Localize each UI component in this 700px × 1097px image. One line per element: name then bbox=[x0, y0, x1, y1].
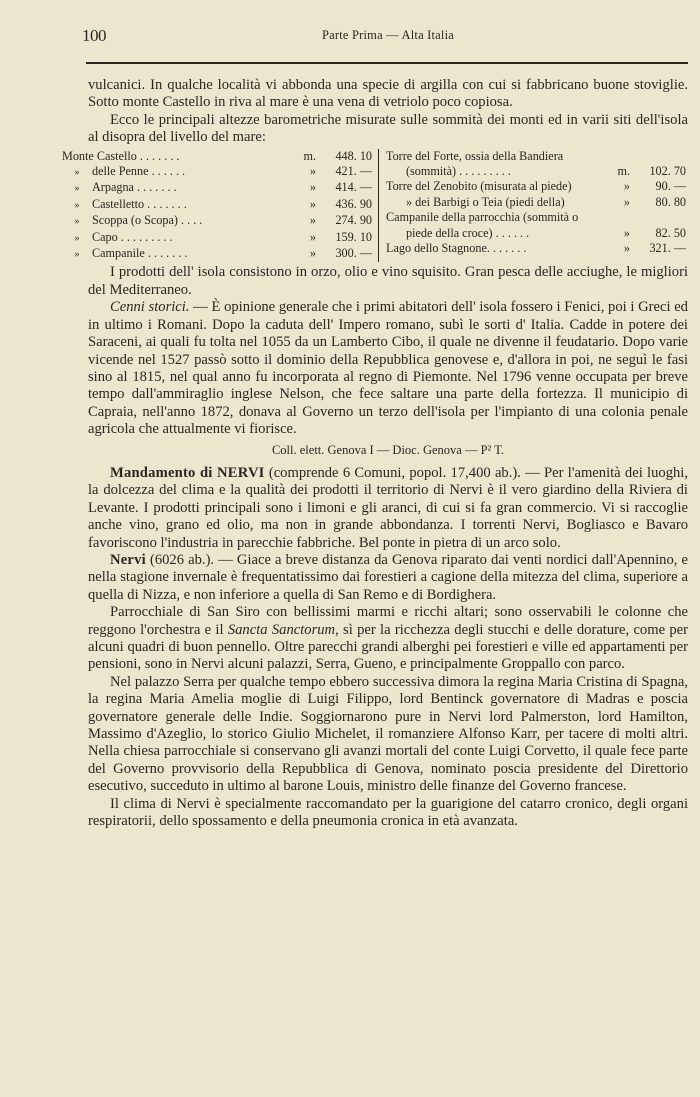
altitude-unit: » bbox=[623, 179, 630, 194]
altitude-value: 436. 90 bbox=[335, 196, 372, 211]
altitude-unit: » bbox=[623, 194, 630, 209]
colleges-line: Coll. elett. Genova I — Dioc. Genova — P² T. bbox=[271, 442, 505, 457]
altitude-name: » Capo . . . . . . . . . bbox=[74, 229, 173, 244]
page-number: 100 bbox=[82, 26, 106, 45]
table-row bbox=[386, 149, 686, 164]
altitude-name: Torre del Forte, ossia della Bandiera bbox=[386, 148, 564, 163]
paragraph-cenni-storici: Cenni storici. — È opinione generale che i primi abitatori dell' isola fossero i Fenici, poi i Greci ed in ultimo i Romani. Dopo la caduta dell' Impero romano, subì le sorti d' Italia. Cadde in potere dei Saraceni, ai quali fu tolta nel 1055 da un Lamberto Cibo, il quale ne divenne il feudatario. Dopo varie vicende nel 1527 passò sotto il dominio della Repubblica genovese e, d'allora in poi, ne seguì le fasi sino al 1815, nel qual anno fu incorporata al regno di Piemonte. Nel 1796 venne occupata per breve tempo dall'ammiraglio inglese Nelson, che fece saltare una parte della fortezza. Il municipio di Capraia, nell'anno 1872, donava al Governo un terzo dell'isola per l'impianto di una colonia penale agricola che attualmente vi fiorisce. bbox=[88, 299, 688, 438]
altitude-table bbox=[62, 149, 688, 263]
altitude-name: Monte Castello . . . . . . . bbox=[62, 148, 180, 163]
altitude-unit: » bbox=[309, 180, 316, 195]
altitude-value: 421. — bbox=[335, 164, 372, 179]
altitude-unit: m. bbox=[617, 164, 630, 179]
paragraph: Ecco le principali altezze barometriche misurate sulle sommità dei monti ed in varii siti dell'isola al disopra del livello del mare: bbox=[88, 111, 688, 146]
altitude-unit: » bbox=[623, 225, 630, 240]
section-lead: Mandamento di NERVI bbox=[110, 464, 265, 481]
altitude-column-left bbox=[62, 149, 379, 263]
paragraph: Parrocchiale di San Siro con bellissimi marmi e ricchi altari; sono osservabili le colonne che reggono l'orchestra e il Sancta Sanctorum, sì per la ricchezza degli stucchi e delle dorature, come per alcuni quadri di buon pennello. Oltre parecchi grandi alberghi pei forestieri e ville ed appartamenti per pensioni, sono in Nervi alcuni palazzi, Serra, Gueno, e principalmente Groppallo con parco. bbox=[88, 604, 688, 673]
altitude-unit: m. bbox=[303, 148, 316, 163]
paragraph-nervi: Nervi (6026 ab.). — Giace a breve distanza da Genova riparato dai venti nordici dall'Apennino, e nella stagione invernale è frequentatissimo dai forestieri a cagione della mitezza del clima, superiore a quella di Nizza, e non inferiore a quella di San Remo e di Bordighera. bbox=[88, 551, 688, 603]
altitude-name: » Scoppa (o Scopa) . . . . bbox=[74, 213, 203, 228]
altitude-value: 300. — bbox=[335, 246, 372, 261]
altitude-value: 82. 50 bbox=[655, 225, 686, 240]
altitude-name: » Campanile . . . . . . . bbox=[74, 246, 188, 261]
table-row bbox=[62, 180, 372, 196]
altitude-value: 321. — bbox=[649, 241, 686, 256]
header-rule bbox=[86, 62, 688, 64]
altitude-name: Campanile della parrocchia (sommità o bbox=[386, 210, 579, 225]
paragraph: Il clima di Nervi è specialmente raccomandato per la guarigione del catarro cronico, degli organi respiratorii, dello spossamento e della pneumonia cronica in età avanzata. bbox=[88, 795, 688, 830]
paragraph: vulcanici. In qualche località vi abbonda una specie di argilla con cui si fabbricano buone stoviglie. Sotto monte Castello in riva al mare è una vena di vetriolo poco copiosa. bbox=[88, 77, 688, 111]
table-row bbox=[62, 149, 372, 164]
table-row bbox=[386, 179, 686, 194]
altitude-name-cont: piede della croce) . . . . . . bbox=[406, 225, 530, 240]
table-row bbox=[62, 230, 372, 246]
altitude-value: 448. 10 bbox=[335, 148, 372, 163]
paragraph: I prodotti dell' isola consistono in orzo, olio e vino squisito. Gran pesca delle acciughe, le migliori del Mediterraneo. bbox=[88, 264, 688, 298]
altitude-unit: » bbox=[309, 196, 316, 211]
book-page bbox=[62, 26, 688, 830]
page-body bbox=[62, 77, 688, 830]
altitude-name: » dei Barbigi o Teia (piedi della) bbox=[406, 194, 565, 209]
altitude-name-cont: (sommità) . . . . . . . . . bbox=[406, 164, 511, 179]
altitude-value: 90. — bbox=[655, 179, 686, 194]
altitude-name: » Castelletto . . . . . . . bbox=[74, 196, 187, 211]
section-lead: Nervi bbox=[110, 551, 146, 568]
altitude-unit: » bbox=[623, 241, 630, 256]
table-row bbox=[386, 226, 686, 241]
table-row bbox=[386, 241, 686, 256]
altitude-value: 102. 70 bbox=[649, 164, 686, 179]
section-lead: Cenni storici. bbox=[110, 299, 190, 316]
altitude-column-right bbox=[379, 149, 686, 263]
altitude-value: 159. 10 bbox=[335, 229, 372, 244]
table-row bbox=[386, 164, 686, 179]
table-row bbox=[386, 210, 686, 225]
altitude-name: » Arpagna . . . . . . . bbox=[74, 180, 177, 195]
running-header bbox=[82, 26, 688, 48]
paragraph-mandamento: Mandamento di NERVI (comprende 6 Comuni, popol. 17,400 ab.). — Per l'amenità dei luoghi, la dolcezza del clima e la qualità dei prodotti il territorio di Nervi è il vero giardino della Riviera di Levante. I prodotti principali sono i limoni e gli aranci, di cui si fa gran commercio. Vi si raccoglie anche vino, grano ed olio, ma non in grande abbondanza. I torrenti Nervi, Bogliasco e Bavaro favoriscono l'industria in parecchie fabbriche. Bel ponte in pietra di un arco solo. bbox=[88, 464, 688, 551]
altitude-unit: » bbox=[309, 229, 316, 244]
altitude-value: 414. — bbox=[335, 180, 372, 195]
altitude-value: 80. 80 bbox=[655, 194, 686, 209]
paragraph: Nel palazzo Serra per qualche tempo ebbero successiva dimora la regina Maria Cristina di Spagna, la regina Maria Amelia moglie di Luigi Filippo, lord Bentinck governatore di Madras e poscia governatore generale delle Indie. Soggiornarono pure in Nervi lord Palmerston, lord Hamilton, Massimo d'Azeglio, lo storico Giulio Michelet, il romanziere Alfonso Karr, per tacere di molti altri. Nella chiesa parrocchiale si conservano gli avanzi mortali del conte Luigi Corvetto, il quale fece parte del Governo provvisorio della Repubblica di Genova, nominato poscia presidente del Direttorio esecutivo, succeduto in ultimo al barone Louis, ministro delle finanze del Governo francese. bbox=[88, 673, 688, 795]
altitude-unit: » bbox=[309, 164, 316, 179]
table-row bbox=[62, 164, 372, 180]
table-row bbox=[62, 197, 372, 213]
altitude-unit: » bbox=[309, 246, 316, 261]
table-row bbox=[62, 246, 372, 262]
altitude-unit: » bbox=[309, 213, 316, 228]
table-row bbox=[62, 213, 372, 229]
altitude-value: 274. 90 bbox=[335, 213, 372, 228]
running-title: Parte Prima — Alta Italia bbox=[321, 28, 455, 42]
altitude-name: Lago dello Stagnone. . . . . . . bbox=[386, 241, 527, 256]
altitude-name: Torre del Zenobito (misurata al piede) bbox=[386, 179, 572, 194]
altitude-name: » delle Penne . . . . . . bbox=[74, 164, 186, 179]
table-row bbox=[386, 195, 686, 210]
